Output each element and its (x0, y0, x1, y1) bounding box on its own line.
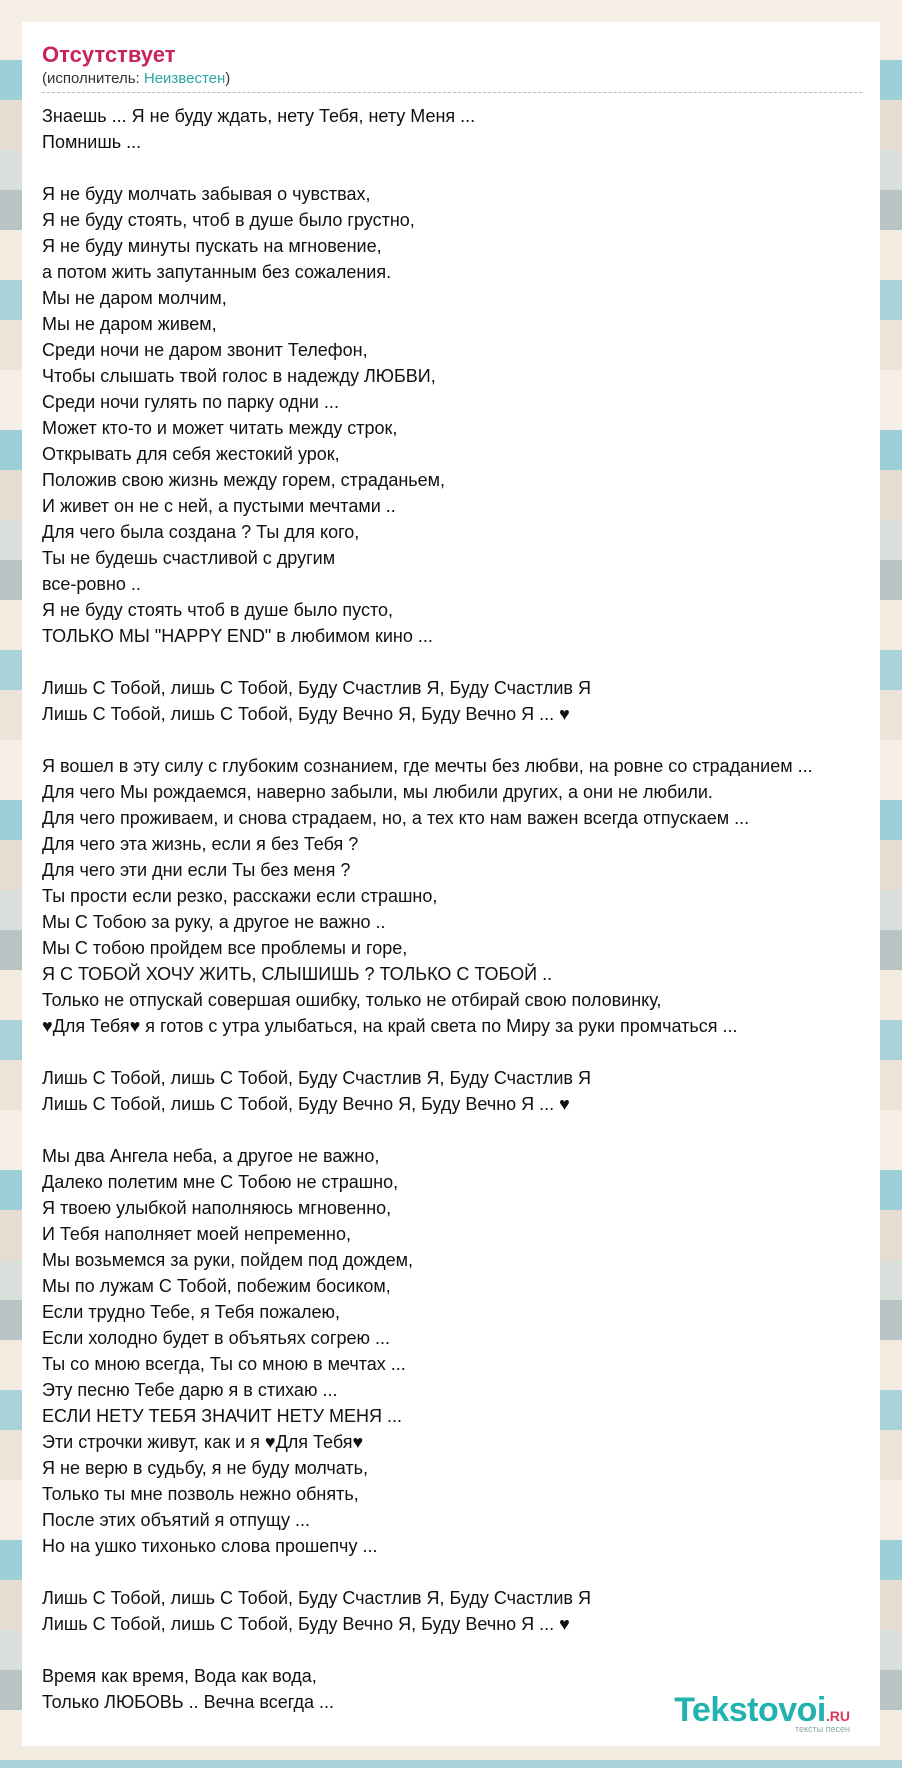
lyric-line: Ты не будешь счастливой с другим (42, 548, 336, 568)
lyric-line: Если трудно Тебе, я Тебя пожалею, (42, 1302, 341, 1322)
lyric-line: Я не верю в судьбу, я не буду молчать, (42, 1458, 369, 1478)
lyric-line (42, 1559, 880, 1585)
lyric-line (42, 155, 880, 181)
lyric-line: ТОЛЬКО МЫ "HAPPY END" в любимом кино ... (42, 626, 433, 646)
lyric-line: После этих объятий я отпущу ... (42, 1510, 310, 1530)
lyric-line: Я твоею улыбкой наполняюсь мгновенно, (42, 1198, 392, 1218)
artist-suffix: ) (225, 70, 231, 87)
lyric-line: Помнишь ... (42, 132, 142, 152)
lyric-line: Мы два Ангела неба, а другое не важно, (42, 1146, 380, 1166)
lyric-line: Знаешь ... Я не буду ждать, нету Тебя, нету Меня ... (42, 106, 476, 126)
lyric-line: Только ЛЮБОВЬ .. Вечна всегда ... (42, 1692, 334, 1712)
lyric-line: Мы С тобою пройдем все проблемы и горе, (42, 938, 408, 958)
lyric-line: Лишь С Тобой, лишь С Тобой, Буду Счастлив Я, Буду Счастлив Я (42, 678, 591, 698)
lyric-line (42, 1039, 880, 1065)
lyric-line: Только ты мне позволь нежно обнять, (42, 1484, 359, 1504)
artist-link[interactable]: Неизвестен (143, 70, 226, 87)
lyric-line: Лишь С Тобой, лишь С Тобой, Буду Вечно Я, Буду Вечно Я ... ♥ (42, 704, 570, 724)
lyric-line: Если холодно будет в объятьях согрею ... (42, 1328, 390, 1348)
lyric-line (42, 1117, 880, 1143)
song-title: Отсутствует (42, 42, 176, 67)
lyric-line: Я вошел в эту силу с глубоким сознанием, где мечты без любви, на ровне со страданием ... (42, 756, 813, 776)
lyric-line (42, 649, 880, 675)
lyric-line: Мы не даром живем, (42, 314, 217, 334)
lyric-line: И живет он не с ней, а пустыми мечтами .. (42, 496, 396, 516)
lyric-line: Среди ночи не даром звонит Телефон, (42, 340, 368, 360)
artist-line (42, 70, 862, 93)
logo-main: Tekstovoi (674, 1691, 826, 1729)
lyric-line: Я не буду стоять, чтоб в душе было грустно, (42, 210, 415, 230)
lyric-line: Для чего эти дни если Ты без меня ? (42, 860, 351, 880)
lyric-line: Лишь С Тобой, лишь С Тобой, Буду Вечно Я, Буду Вечно Я ... ♥ (42, 1094, 570, 1114)
lyric-line: Среди ночи гулять по парку одни ... (42, 392, 339, 412)
lyric-line: ♥Для Тебя♥ я готов с утра улыбаться, на край света по Миру за руки промчаться ... (42, 1016, 738, 1036)
lyric-line: Для чего эта жизнь, если я без Тебя ? (42, 834, 359, 854)
lyric-line: а потом жить запутанным без сожаления. (42, 262, 392, 282)
lyric-line: Я не буду минуты пускать на мгновение, (42, 236, 382, 256)
lyric-line: Положив свою жизнь между горем, страданьем, (42, 470, 446, 490)
lyrics-card (22, 22, 880, 1746)
lyric-line: Но на ушко тихонько слова прошепчу ... (42, 1536, 378, 1556)
lyrics-text (42, 103, 880, 1715)
lyric-line: ЕСЛИ НЕТУ ТЕБЯ ЗНАЧИТ НЕТУ МЕНЯ ... (42, 1406, 403, 1426)
logo-tld: .RU (825, 1708, 850, 1724)
lyric-line: Время как время, Вода как вода, (42, 1666, 317, 1686)
lyric-line: Для чего проживаем, и снова страдаем, но, а тех кто нам важен всегда отпускаем ... (42, 808, 750, 828)
lyric-line: Для чего Мы рождаемся, наверно забыли, мы любили других, а они не любили. (42, 782, 713, 802)
lyric-line: Эти строчки живут, как и я ♥Для Тебя♥ (42, 1432, 364, 1452)
lyric-line: Чтобы слышать твой голос в надежду ЛЮБВИ, (42, 366, 436, 386)
lyric-line: Эту песню Тебе дарю я в стихаю ... (42, 1380, 338, 1400)
lyric-line: Только не отпускай совершая ошибку, только не отбирай свою половинку, (42, 990, 662, 1010)
site-logo[interactable] (674, 1692, 850, 1734)
lyric-line: Лишь С Тобой, лишь С Тобой, Буду Счастлив Я, Буду Счастлив Я (42, 1068, 591, 1088)
lyric-line: Я не буду молчать забывая о чувствах, (42, 184, 371, 204)
lyric-line: Для чего была создана ? Ты для кого, (42, 522, 360, 542)
lyric-line: Мы не даром молчим, (42, 288, 227, 308)
lyric-line: Открывать для себя жестокий урок, (42, 444, 340, 464)
artist-prefix: (исполнитель: (42, 70, 144, 87)
lyric-line: И Тебя наполняет моей непременно, (42, 1224, 352, 1244)
lyric-line (42, 727, 880, 753)
lyric-line: Я С ТОБОЙ ХОЧУ ЖИТЬ, СЛЫШИШЬ ? ТОЛЬКО С ТОБОЙ .. (42, 964, 553, 984)
lyric-line: Я не буду стоять чтоб в душе было пусто, (42, 600, 394, 620)
lyric-line: Может кто-то и может читать между строк, (42, 418, 398, 438)
lyric-line: Лишь С Тобой, лишь С Тобой, Буду Вечно Я, Буду Вечно Я ... ♥ (42, 1614, 570, 1634)
lyric-line: Ты прости если резко, расскажи если страшно, (42, 886, 438, 906)
lyric-line: Мы С Тобою за руку, а другое не важно .. (42, 912, 386, 932)
lyric-line: Далеко полетим мне С Тобою не страшно, (42, 1172, 399, 1192)
lyric-line: Ты со мною всегда, Ты со мною в мечтах ... (42, 1354, 406, 1374)
lyric-line (42, 1637, 880, 1663)
lyric-line: Мы по лужам С Тобой, побежим босиком, (42, 1276, 391, 1296)
lyric-line: все-ровно .. (42, 574, 141, 594)
lyric-line: Мы возьмемся за руки, пойдем под дождем, (42, 1250, 414, 1270)
logo-subtitle: тексты песен (794, 1724, 850, 1734)
lyric-line: Лишь С Тобой, лишь С Тобой, Буду Счастлив Я, Буду Счастлив Я (42, 1588, 591, 1608)
